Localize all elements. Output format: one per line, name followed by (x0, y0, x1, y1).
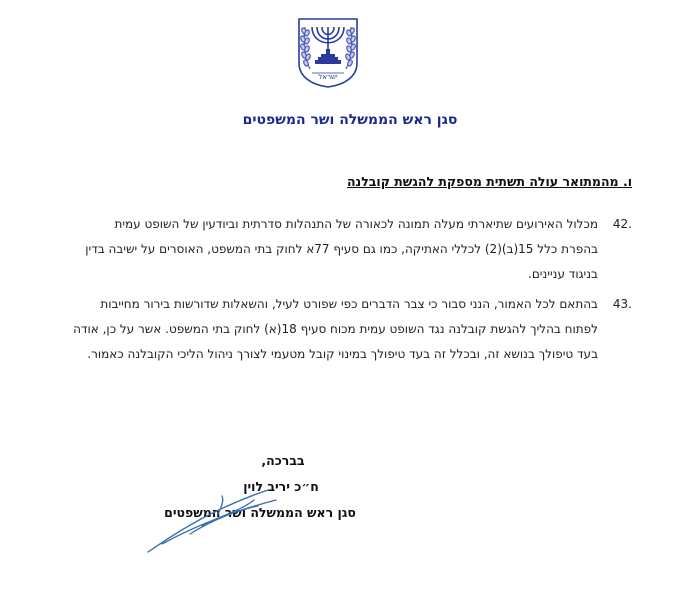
paragraph-line: לפתוח בהליך להגשת קובלנה נגד השופט עמית מכוח סעיף 18(א) לחוק בתי המשפט. אשר על כן, אודה (73, 322, 598, 336)
office-title: סגן ראש הממשלה ושר המשפטים (242, 112, 458, 128)
paragraph-42 (60, 212, 632, 287)
paragraph-line: בניגוד עניינים. (528, 267, 598, 281)
paragraph-number: 42. (612, 217, 632, 231)
paragraph-line: מכלול האירועים שתיארתי מעלה תמונה לכאורה של התנהלות סדרתית וביודעין של השופט עמית (114, 217, 598, 231)
israel-emblem-icon (296, 17, 360, 89)
signer-title: סגן ראש הממשלה ושר המשפטים (164, 505, 356, 520)
closing-greeting: בברכה, (261, 453, 305, 468)
paragraph-line: בהתאם לכל האמור, הנני סבור כי צבר הדברים כפי שפורט לעיל, והשאלות שדורשות בירור מחייבות (100, 297, 598, 311)
svg-text:ישראל: ישראל (318, 73, 338, 81)
closing-block (160, 448, 360, 526)
signer-name: ח״כ יריב לוין (243, 479, 319, 494)
paragraph-43 (60, 292, 632, 367)
paragraph-line: בהפרת כלל 15(ב)(2) לכללי האתיקה, כמו גם סעיף 77א לחוק בתי המשפט, האוסרים על ישיבה בדין (85, 242, 598, 256)
paragraph-line: בעד טיפולך בנושא זה, ובכלל זה בעד טיפולך במינוי קובל מטעמי לצורך ניהול הליכי הקובלנה כאמור. (87, 347, 598, 361)
section-heading: ו. מהמתואר עולה תשתית מספקת להגשת קובלנה (346, 174, 632, 189)
paragraph-number: 43. (612, 297, 632, 311)
